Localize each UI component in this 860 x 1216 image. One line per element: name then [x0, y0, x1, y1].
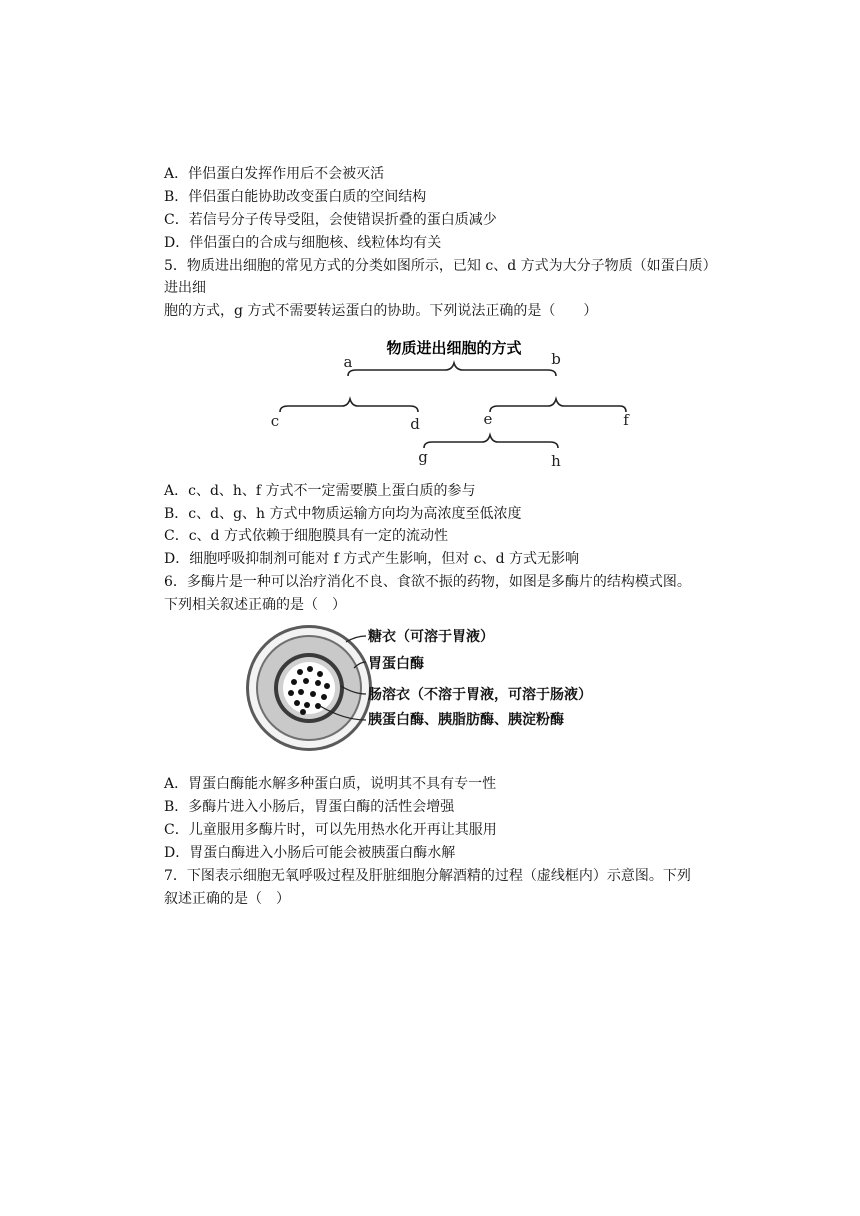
q6-option-a: A．胃蛋白酶能水解多种蛋白质，说明其不具有专一性	[164, 776, 497, 792]
label-b: b	[551, 350, 561, 368]
brace-top	[348, 363, 556, 376]
q5-stem-line-2: 进出细	[164, 280, 206, 296]
transport-classification-diagram	[260, 332, 650, 476]
q5-option-d: D．细胞呼吸抑制剂可能对 f 方式产生影响，但对 c、d 方式无影响	[164, 551, 580, 567]
brace-a	[280, 399, 418, 412]
label-pancreatic-enzymes: 胰蛋白酶、胰脂肪酶、胰淀粉酶	[368, 712, 564, 728]
q5-option-b: B．c、d、g、h 方式中物质运输方向均为高浓度至低浓度	[164, 506, 522, 522]
label-sugar-coat: 糖衣（可溶于胃液）	[368, 629, 494, 645]
multienzyme-tablet-diagram	[244, 620, 664, 760]
q6-stem-line-1: 6．多酶片是一种可以治疗消化不良、食欲不振的药物，如图是多酶片的结构模式图。	[164, 574, 691, 590]
q4-option-d: D．伴侣蛋白的合成与细胞核、线粒体均有关	[164, 235, 442, 251]
label-c: c	[270, 412, 280, 430]
q4-option-a: A．伴侣蛋白发挥作用后不会被灭活	[164, 166, 385, 182]
q6-stem-line-2: 下列相关叙述正确的是（ ）	[164, 597, 346, 613]
brace-e	[424, 435, 558, 448]
q4-option-c: C．若信号分子传导受阻，会使错误折叠的蛋白质减少	[164, 212, 497, 228]
q7-stem-line-2: 叙述正确的是（ ）	[164, 891, 290, 907]
diagram-title: 物质进出细胞的方式	[386, 339, 522, 357]
label-f: f	[623, 411, 629, 429]
q6-option-d: D．胃蛋白酶进入小肠后可能会被胰蛋白酶水解	[164, 845, 456, 861]
label-h: h	[551, 452, 561, 470]
q5-option-a: A．c、d、h、f 方式不一定需要膜上蛋白质的参与	[164, 483, 476, 499]
q5-stem-line-3: 胞的方式，g 方式不需要转运蛋白的协助。下列说法正确的是（ ）	[164, 303, 598, 319]
q5-stem-line-1: 5．物质进出细胞的常见方式的分类如图所示，已知 c、d 方式为大分子物质（如蛋白质）	[164, 258, 717, 274]
q7-stem-line-1: 7．下图表示细胞无氧呼吸过程及肝脏细胞分解酒精的过程（虚线框内）示意图。下列	[164, 868, 691, 884]
label-e: e	[483, 410, 493, 428]
q6-option-c: C．儿童服用多酶片时，可以先用热水化开再让其服用	[164, 822, 497, 838]
q5-option-c: C．c、d 方式依赖于细胞膜具有一定的流动性	[164, 528, 448, 544]
q6-option-b: B．多酶片进入小肠后，胃蛋白酶的活性会增强	[164, 799, 455, 815]
label-pepsin: 胃蛋白酶	[368, 656, 424, 672]
label-g: g	[418, 448, 428, 466]
label-enteric-coat: 肠溶衣（不溶于胃液，可溶于肠液）	[368, 687, 592, 703]
q4-option-b: B．伴侣蛋白能协助改变蛋白质的空间结构	[164, 189, 427, 205]
brace-b	[490, 399, 626, 412]
label-d: d	[410, 415, 420, 433]
label-a: a	[343, 353, 353, 371]
